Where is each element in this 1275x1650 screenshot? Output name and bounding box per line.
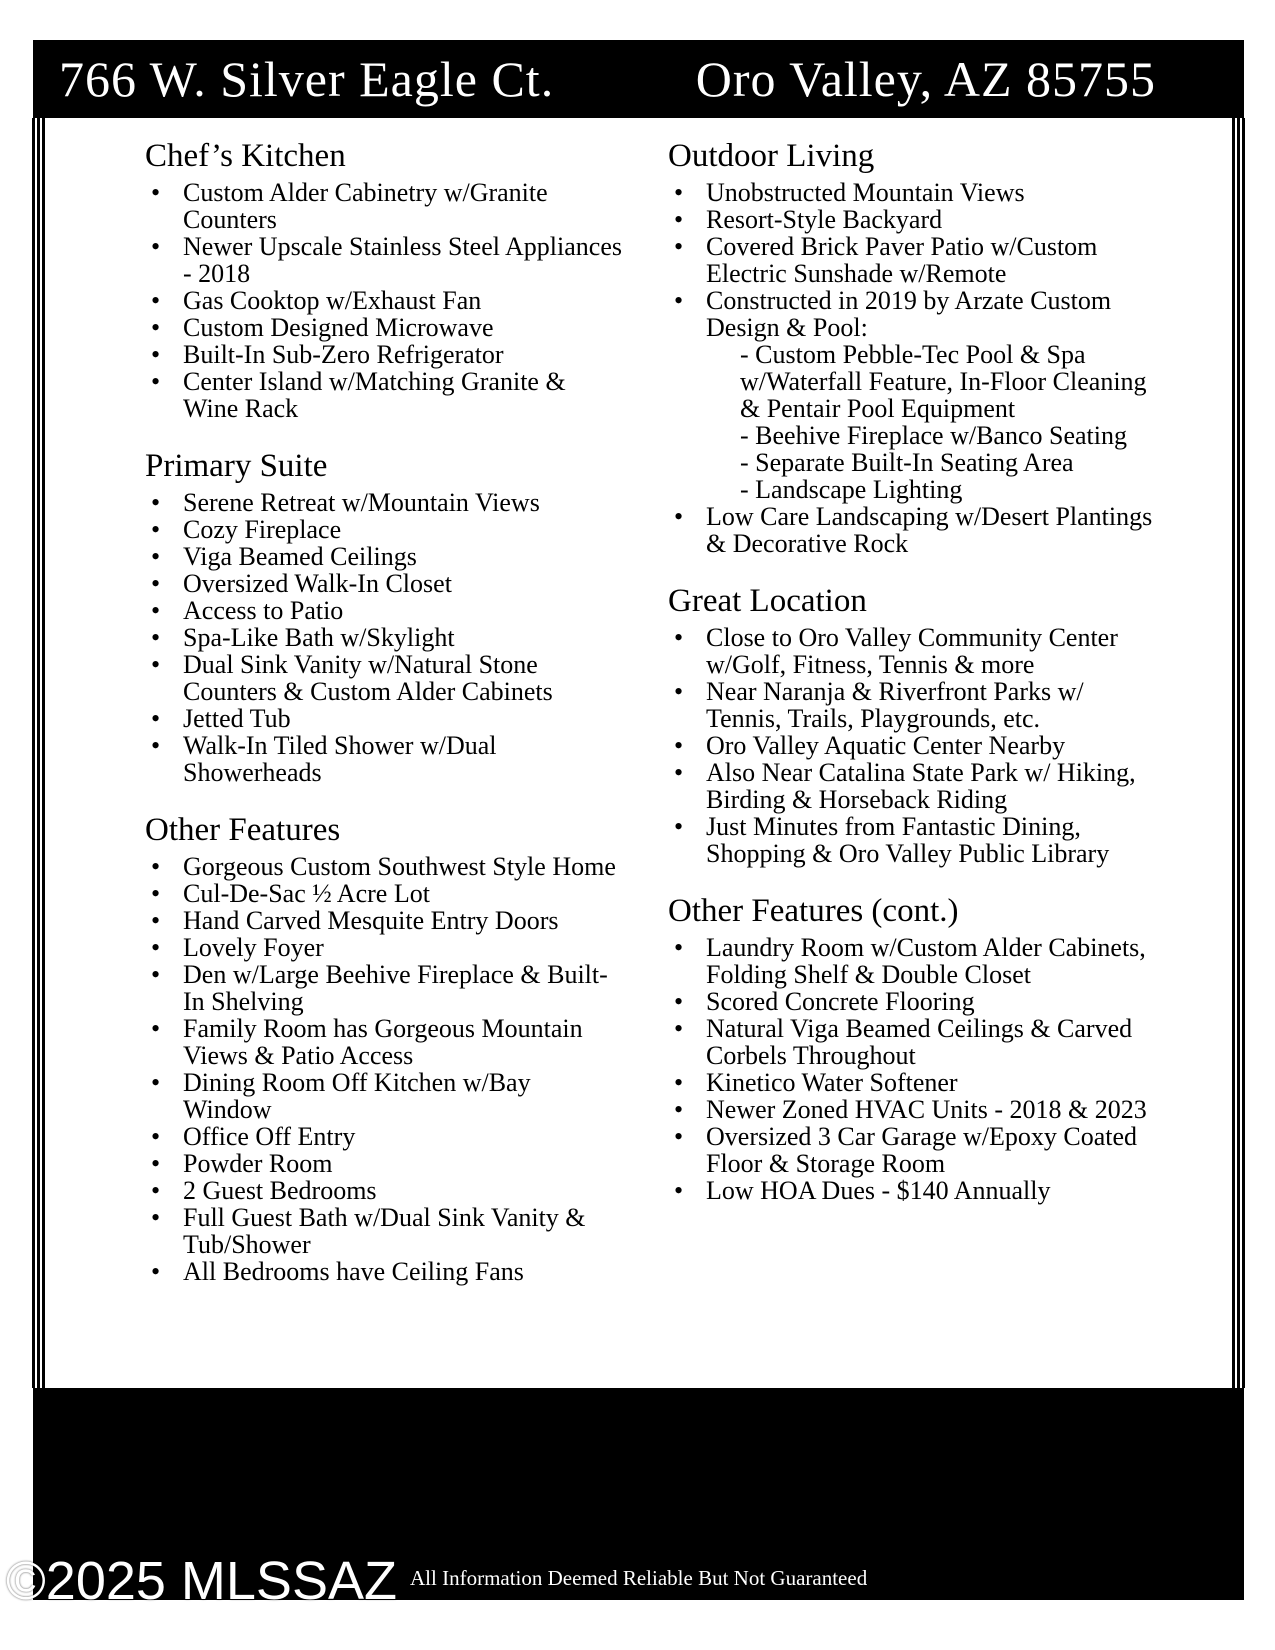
section-heading: Other Features (cont.)	[668, 893, 959, 929]
feature-item: • Near Naranja & Riverfront Parks w/ Tennis, Trails, Playgrounds, etc.	[668, 678, 1163, 732]
feature-subitem: - Landscape Lighting	[740, 475, 963, 504]
disclaimer-text: All Information Deemed Reliable But Not Guaranteed	[410, 1566, 868, 1590]
feature-item: • Newer Upscale Stainless Steel Appliances - 2018	[145, 233, 623, 287]
feature-item: • Access to Patio	[145, 597, 623, 624]
feature-item: • Laundry Room w/Custom Alder Cabinets, Folding Shelf & Double Closet	[668, 934, 1163, 988]
feature-item: • Unobstructed Mountain Views	[668, 179, 1163, 206]
feature-item: • Close to Oro Valley Community Center w/Golf, Fitness, Tennis & more	[668, 624, 1163, 678]
feature-item: • Family Room has Gorgeous Mountain Views & Patio Access	[145, 1015, 623, 1069]
feature-item: • Cozy Fireplace	[145, 516, 623, 543]
feature-item: • Kinetico Water Softener	[668, 1069, 1163, 1096]
feature-item: • Natural Viga Beamed Ceilings & Carved Corbels Throughout	[668, 1015, 1163, 1069]
feature-item: • Office Off Entry	[145, 1123, 623, 1150]
feature-item: • Covered Brick Paver Patio w/Custom Electric Sunshade w/Remote	[668, 233, 1163, 287]
feature-item: • Resort-Style Backyard	[668, 206, 1163, 233]
feature-item: • Oversized 3 Car Garage w/Epoxy Coated Floor & Storage Room	[668, 1123, 1163, 1177]
feature-item: • Low HOA Dues - $140 Annually	[668, 1177, 1163, 1204]
feature-list	[668, 179, 1163, 557]
mls-copyright: ©2025 MLSSAZ	[6, 1551, 397, 1611]
feature-item: • Den w/Large Beehive Fireplace & Built-In Shelving	[145, 961, 623, 1015]
section-heading: Outdoor Living	[668, 138, 875, 174]
feature-item: • Walk-In Tiled Shower w/Dual Showerheads	[145, 732, 623, 786]
left-column	[145, 138, 623, 1285]
section-heading: Other Features	[145, 812, 341, 848]
feature-item: • Hand Carved Mesquite Entry Doors	[145, 907, 623, 934]
feature-item: • Lovely Foyer	[145, 934, 623, 961]
feature-item: • Low Care Landscaping w/Desert Plantings & Decorative Rock	[668, 503, 1163, 557]
feature-subitem: - Custom Pebble-Tec Pool & Spa w/Waterfall Feature, In-Floor Cleaning & Pentair Pool Equipment	[740, 340, 1147, 423]
feature-item: • Newer Zoned HVAC Units - 2018 & 2023	[668, 1096, 1163, 1123]
feature-subitem: - Beehive Fireplace w/Banco Seating	[740, 421, 1127, 450]
section-heading: Chef’s Kitchen	[145, 138, 346, 174]
feature-item: • Jetted Tub	[145, 705, 623, 732]
feature-item: • Center Island w/Matching Granite & Wine Rack	[145, 368, 623, 422]
feature-item: • Oversized Walk-In Closet	[145, 570, 623, 597]
feature-item: • Dual Sink Vanity w/Natural Stone Counters & Custom Alder Cabinets	[145, 651, 623, 705]
feature-section	[668, 583, 1163, 867]
feature-section	[668, 893, 1163, 1204]
section-heading: Primary Suite	[145, 448, 328, 484]
feature-item: • Gorgeous Custom Southwest Style Home	[145, 853, 623, 880]
feature-item: • Oro Valley Aquatic Center Nearby	[668, 732, 1163, 759]
feature-item: • Scored Concrete Flooring	[668, 988, 1163, 1015]
feature-item: • Spa-Like Bath w/Skylight	[145, 624, 623, 651]
header-banner	[33, 40, 1244, 118]
feature-item: • Serene Retreat w/Mountain Views	[145, 489, 623, 516]
feature-list	[668, 624, 1163, 867]
feature-list	[668, 934, 1163, 1204]
feature-item: • Gas Cooktop w/Exhaust Fan	[145, 287, 623, 314]
feature-item: • Powder Room	[145, 1150, 623, 1177]
right-border-rail	[1232, 118, 1245, 1388]
feature-item: • Constructed in 2019 by Arzate Custom Design & Pool:	[668, 287, 1163, 341]
feature-item: • Custom Designed Microwave	[145, 314, 623, 341]
feature-item: • Built-In Sub-Zero Refrigerator	[145, 341, 623, 368]
feature-section	[145, 138, 623, 422]
feature-subitem: - Separate Built-In Seating Area	[740, 448, 1074, 477]
feature-list	[145, 179, 623, 422]
footer-banner	[6, 1388, 1244, 1611]
left-border-rail	[32, 118, 45, 1388]
feature-section	[145, 812, 623, 1285]
feature-section	[145, 448, 623, 786]
header-address: 766 W. Silver Eagle Ct.	[59, 51, 555, 107]
feature-item: • Just Minutes from Fantastic Dining, Shopping & Oro Valley Public Library	[668, 813, 1163, 867]
section-heading: Great Location	[668, 583, 867, 619]
feature-item: • Viga Beamed Ceilings	[145, 543, 623, 570]
feature-list	[145, 853, 623, 1285]
feature-item: • Full Guest Bath w/Dual Sink Vanity & Tub/Shower	[145, 1204, 623, 1258]
right-column	[668, 138, 1163, 1204]
feature-item: • Also Near Catalina State Park w/ Hiking, Birding & Horseback Riding	[668, 759, 1163, 813]
feature-section	[668, 138, 1163, 557]
feature-item: • 2 Guest Bedrooms	[145, 1177, 623, 1204]
feature-item: • Custom Alder Cabinetry w/Granite Counters	[145, 179, 623, 233]
feature-item: • All Bedrooms have Ceiling Fans	[145, 1258, 623, 1285]
feature-list	[145, 489, 623, 786]
feature-item: • Cul-De-Sac ½ Acre Lot	[145, 880, 623, 907]
feature-item: • Dining Room Off Kitchen w/Bay Window	[145, 1069, 623, 1123]
header-city-state-zip: Oro Valley, AZ 85755	[695, 51, 1156, 107]
